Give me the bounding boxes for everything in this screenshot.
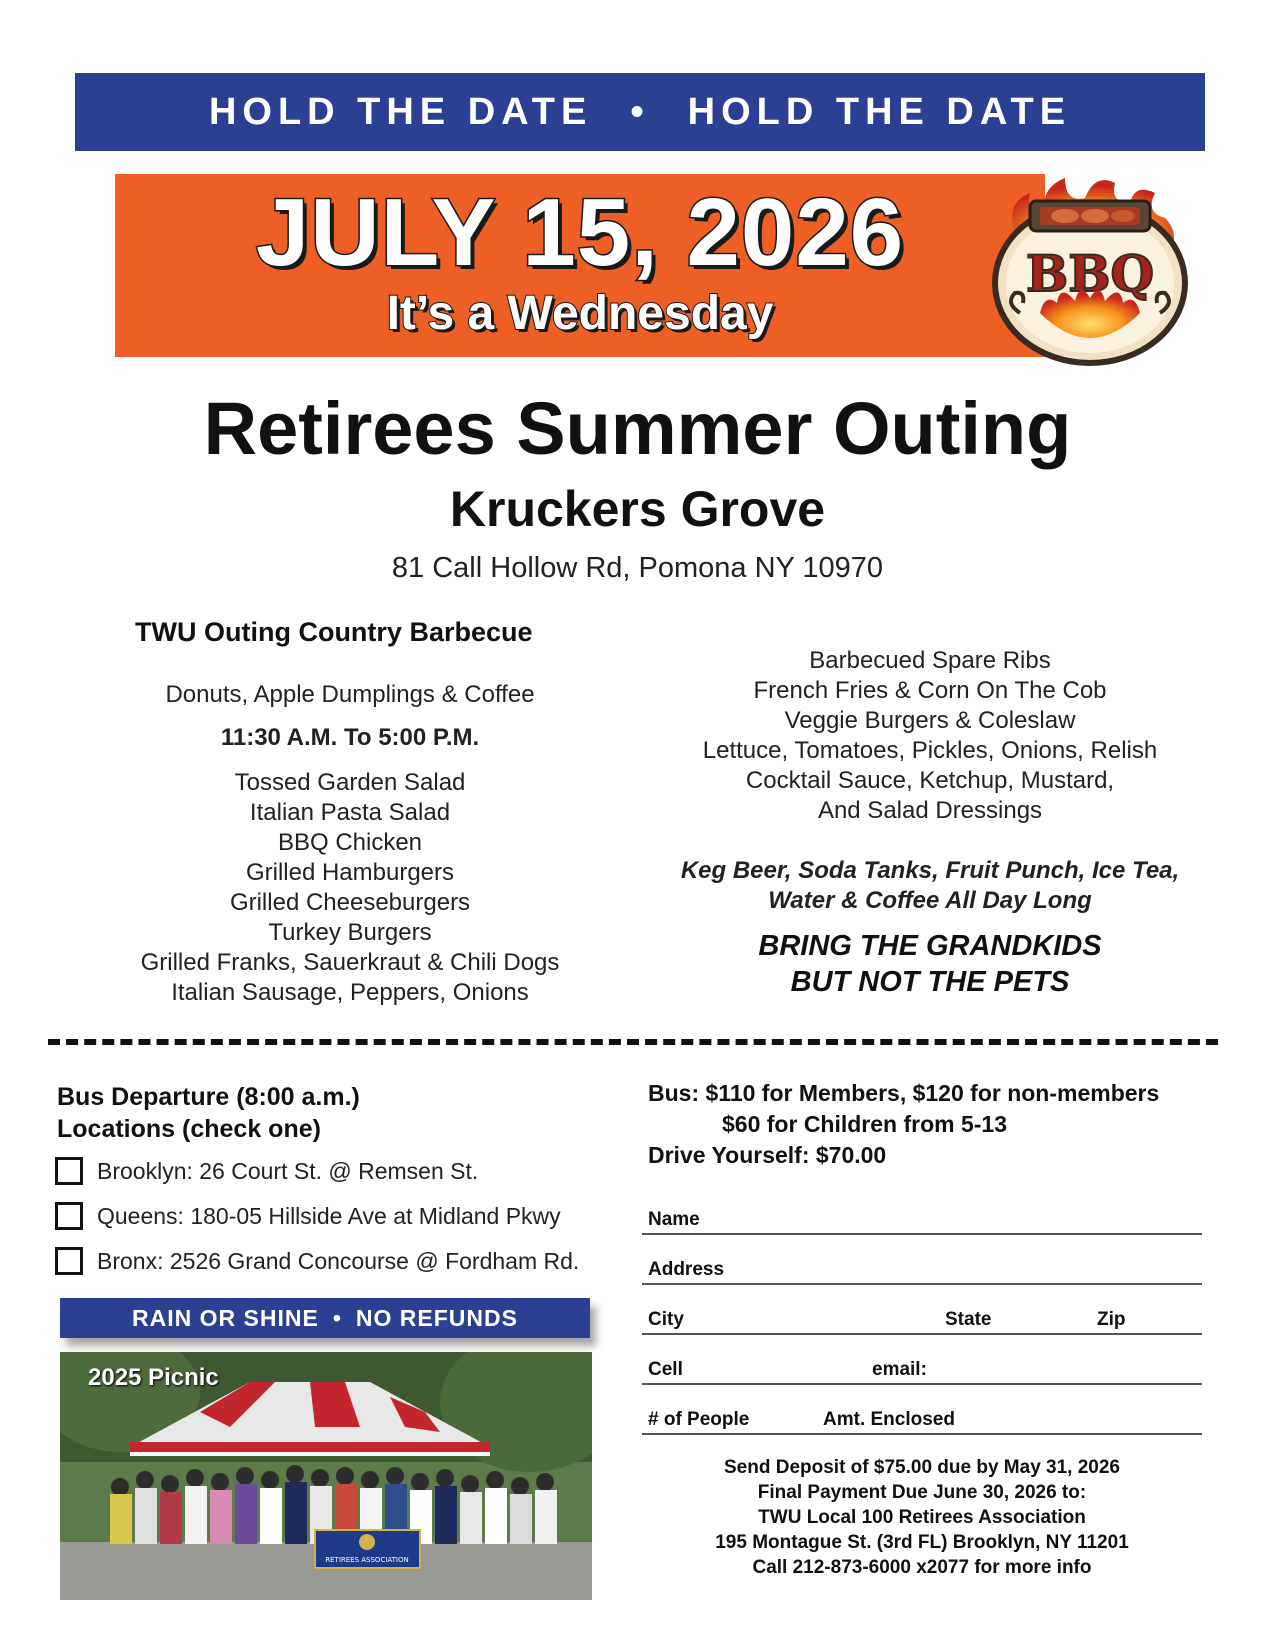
rain-banner-left: RAIN OR SHINE xyxy=(132,1304,319,1331)
location-checkbox-bronx[interactable] xyxy=(55,1247,83,1275)
menu-item: Grilled Hamburgers xyxy=(245,859,455,886)
bus-departure-heading xyxy=(57,1081,360,1145)
location-label: Queens: 180-05 Hillside Ave at Midland Pkwy xyxy=(97,1202,561,1229)
location-label: Brooklyn: 26 Court St. @ Remsen St. xyxy=(97,1157,479,1184)
cell-label: Cell xyxy=(648,1359,683,1380)
menu-hours: 11:30 A.M. To 5:00 P.M. xyxy=(220,724,480,751)
name-field[interactable] xyxy=(642,1201,1202,1235)
drinks-note xyxy=(660,856,1200,916)
menu-item: Italian Pasta Salad xyxy=(249,799,451,826)
address-field[interactable] xyxy=(642,1251,1202,1285)
rain-or-shine-banner xyxy=(60,1298,590,1338)
city-state-zip-field[interactable] xyxy=(642,1301,1202,1335)
deposit-info xyxy=(642,1455,1202,1580)
rain-banner-right: NO REFUNDS xyxy=(355,1304,518,1331)
venue-name: Kruckers Grove xyxy=(449,481,826,537)
photo-banner-text: RETIREES ASSOCIATION xyxy=(325,1556,409,1564)
location-option-brooklyn[interactable] xyxy=(55,1157,478,1185)
city-label: City xyxy=(648,1309,684,1330)
menu-item: Veggie Burgers & Coleslaw xyxy=(784,707,1076,734)
location-label: Bronx: 2526 Grand Concourse @ Fordham Rd. xyxy=(97,1247,580,1274)
location-checkbox-queens[interactable] xyxy=(55,1202,83,1230)
event-title: Retirees Summer Outing xyxy=(203,387,1072,470)
pricing-line: Drive Yourself: $70.00 xyxy=(648,1142,887,1168)
pricing-line: $60 for Children from 5-13 xyxy=(722,1111,1008,1137)
deposit-line: Call 212-873-6000 x2077 for more info xyxy=(752,1557,1092,1578)
people-label: # of People xyxy=(648,1409,750,1430)
hold-banner-left: HOLD THE DATE xyxy=(208,90,593,133)
menu-item: Barbecued Spare Ribs xyxy=(809,647,1051,674)
menu-breakfast: Donuts, Apple Dumplings & Coffee xyxy=(165,681,535,708)
people-amount-field[interactable] xyxy=(642,1401,1202,1435)
menu-item: Grilled Cheeseburgers xyxy=(229,889,471,916)
event-date: JULY 15, 2026 xyxy=(255,179,905,286)
bus-heading-line: Locations (check one) xyxy=(57,1115,321,1143)
cut-line-divider xyxy=(48,1039,1218,1045)
menu-item: And Salad Dressings xyxy=(817,797,1043,824)
menu-item: Cocktail Sauce, Ketchup, Mustard, xyxy=(745,767,1115,794)
pricing-info xyxy=(648,1078,1159,1171)
deposit-line: Send Deposit of $75.00 due by May 31, 2026 xyxy=(724,1457,1120,1478)
hold-banner-right: HOLD THE DATE xyxy=(687,90,1072,133)
grandkids-note xyxy=(660,928,1200,1000)
bus-heading-line: Bus Departure (8:00 a.m.) xyxy=(57,1083,360,1111)
drinks-line: Keg Beer, Soda Tanks, Fruit Punch, Ice Tea, xyxy=(680,857,1180,884)
menu-item: Lettuce, Tomatoes, Pickles, Onions, Relish xyxy=(702,737,1158,764)
bbq-badge-label: BBQ xyxy=(1025,244,1155,303)
pricing-line: Bus: $110 for Members, $120 for non-members xyxy=(648,1080,1160,1106)
deposit-line: Final Payment Due June 30, 2026 to: xyxy=(757,1482,1087,1503)
menu-item: BBQ Chicken xyxy=(277,829,423,856)
photo-caption: 2025 Picnic xyxy=(88,1364,219,1391)
address-label: Address xyxy=(648,1259,725,1280)
menu-item: Grilled Franks, Sauerkraut & Chili Dogs xyxy=(140,949,560,976)
menu-item: Tossed Garden Salad xyxy=(234,769,466,796)
rain-banner-separator: • xyxy=(332,1304,342,1331)
location-option-bronx[interactable] xyxy=(55,1247,579,1275)
menu-item: Italian Sausage, Peppers, Onions xyxy=(171,979,529,1006)
grandkids-line: BRING THE GRANDKIDS xyxy=(758,930,1102,962)
state-label: State xyxy=(945,1309,992,1330)
hold-banner-separator: • xyxy=(630,90,650,133)
menu-item: French Fries & Corn On The Cob xyxy=(753,677,1107,704)
cell-email-field[interactable] xyxy=(642,1351,1202,1385)
grandkids-line: BUT NOT THE PETS xyxy=(790,966,1070,998)
location-checkbox-brooklyn[interactable] xyxy=(55,1157,83,1185)
menu-item: Turkey Burgers xyxy=(268,919,432,946)
hold-the-date-banner xyxy=(75,73,1205,151)
drinks-line: Water & Coffee All Day Long xyxy=(768,887,1092,914)
menu-heading: TWU Outing Country Barbecue xyxy=(135,617,533,647)
menu-right-list xyxy=(660,646,1200,826)
location-option-queens[interactable] xyxy=(55,1202,561,1230)
deposit-line: TWU Local 100 Retirees Association xyxy=(758,1507,1086,1528)
event-weekday: It’s a Wednesday xyxy=(386,287,774,340)
name-label: Name xyxy=(648,1209,700,1230)
menu-left-list xyxy=(100,768,600,1008)
zip-label: Zip xyxy=(1097,1309,1126,1330)
venue-address: 81 Call Hollow Rd, Pomona NY 10970 xyxy=(391,552,884,584)
email-label: email: xyxy=(872,1359,927,1380)
amount-label: Amt. Enclosed xyxy=(823,1409,955,1430)
deposit-line: 195 Montague St. (3rd FL) Brooklyn, NY 11201 xyxy=(715,1532,1129,1553)
bbq-grill-icon xyxy=(985,163,1195,373)
